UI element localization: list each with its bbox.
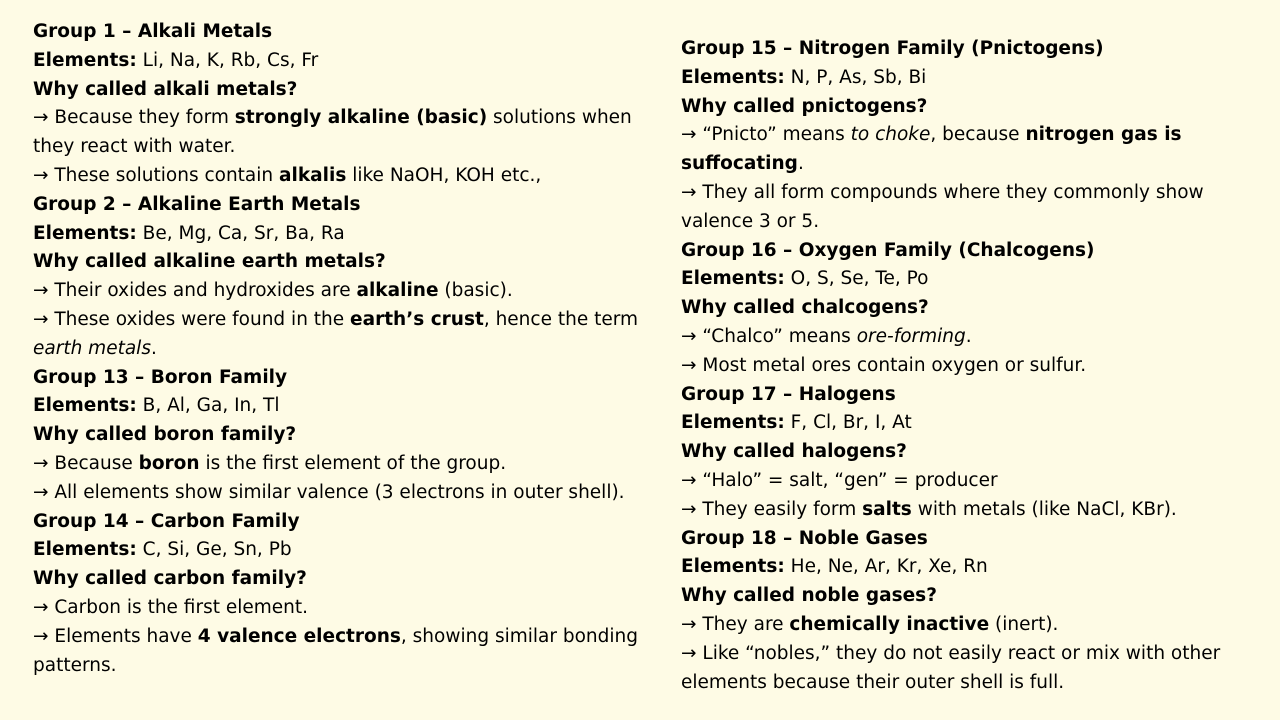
- section-question: Why called pnictogens?: [681, 95, 928, 117]
- explanation-point: [33, 623, 663, 681]
- section-question: Why called boron family?: [33, 424, 297, 446]
- italic-text: earth metals: [33, 337, 151, 359]
- text-run: , hence the term: [483, 308, 639, 330]
- section-group-14: [33, 508, 663, 681]
- section-title: Group 18 – Noble Gases: [681, 527, 928, 549]
- elements-label: Elements:: [33, 49, 137, 71]
- text-run: with metals (like NaCl, KBr).: [911, 498, 1177, 520]
- explanation-point: [33, 479, 663, 508]
- section-group-1: [33, 18, 663, 191]
- section-question: Why called alkaline earth metals?: [33, 251, 386, 273]
- text-run: .: [150, 337, 157, 359]
- explanation-point: [681, 179, 1266, 237]
- explanation-point: [33, 306, 663, 364]
- text-run: → They all form compounds where they commonly show valence 3 or 5.: [681, 181, 1204, 232]
- elements-label: Elements:: [681, 556, 785, 578]
- elements-label: Elements:: [681, 66, 785, 88]
- text-run: .: [797, 153, 804, 175]
- text-run: → Their oxides and hydroxides are: [33, 280, 357, 302]
- text-run: solutions when they react with water.: [33, 107, 632, 158]
- elements-list: N, P, As, Sb, Bi: [784, 66, 927, 88]
- explanation-point: [33, 277, 663, 306]
- section-group-18: [681, 525, 1266, 698]
- elements-line: [681, 265, 1266, 294]
- text-run: is the first element of the group.: [199, 452, 507, 474]
- text-run: → Because: [33, 452, 139, 474]
- text-run: → Elements have: [33, 625, 198, 647]
- text-run: .: [965, 325, 972, 347]
- text-run: → They easily form: [681, 498, 863, 520]
- section-question: Why called chalcogens?: [681, 297, 929, 319]
- elements-line: [33, 392, 663, 421]
- explanation-point: [681, 121, 1266, 179]
- bold-text: strongly alkaline (basic): [234, 107, 488, 129]
- text-run: → “Pnicto” means: [681, 124, 851, 146]
- explanation-point: [33, 450, 663, 479]
- elements-label: Elements:: [33, 222, 137, 244]
- elements-list: F, Cl, Br, I, At: [784, 412, 912, 434]
- bold-text: 4 valence electrons: [197, 625, 401, 647]
- text-run: (basic).: [438, 280, 513, 302]
- explanation-point: [681, 496, 1266, 525]
- text-run: → Like “nobles,” they do not easily react or mix with other elements because their outer shell is full.: [681, 642, 1221, 693]
- text-run: → All elements show similar valence (3 electrons in outer shell).: [33, 481, 625, 503]
- section-title: Group 14 – Carbon Family: [33, 510, 300, 532]
- explanation-point: [33, 594, 663, 623]
- section-group-17: [681, 381, 1266, 525]
- elements-list: B, Al, Ga, In, Tl: [136, 395, 280, 417]
- section-question: Why called carbon family?: [33, 568, 307, 590]
- elements-line: [681, 553, 1266, 582]
- elements-line: [33, 47, 663, 76]
- section-title: Group 16 – Oxygen Family (Chalcogens): [681, 239, 1095, 261]
- section-group-2: [33, 191, 663, 364]
- elements-label: Elements:: [33, 539, 137, 561]
- explanation-point: [33, 162, 663, 191]
- elements-list: Be, Mg, Ca, Sr, Ba, Ra: [136, 222, 345, 244]
- section-group-15: [681, 35, 1266, 237]
- section-title: Group 15 – Nitrogen Family (Pnictogens): [681, 38, 1104, 59]
- section-group-13: [33, 364, 663, 508]
- italic-text: ore-forming: [856, 325, 966, 347]
- text-run: → “Halo” = salt, “gen” = producer: [681, 469, 998, 491]
- section-title: Group 13 – Boron Family: [33, 366, 288, 388]
- text-run: , because: [930, 124, 1026, 146]
- elements-label: Elements:: [681, 268, 785, 290]
- explanation-point: [681, 323, 1266, 352]
- right-column: [681, 35, 1266, 697]
- explanation-point: [33, 104, 663, 162]
- bold-text: alkaline: [356, 280, 439, 302]
- text-run: → “Chalco” means: [681, 325, 857, 347]
- bold-text: alkalis: [279, 164, 347, 186]
- elements-line: [33, 220, 663, 249]
- bold-text: earth’s crust: [350, 308, 484, 330]
- text-run: → These solutions contain: [33, 164, 280, 186]
- elements-label: Elements:: [681, 412, 785, 434]
- explanation-point: [681, 640, 1266, 698]
- text-run: → Because they form: [33, 107, 235, 129]
- elements-line: [681, 409, 1266, 438]
- elements-list: O, S, Se, Te, Po: [784, 268, 929, 290]
- text-run: (inert).: [989, 613, 1059, 635]
- section-title: Group 2 – Alkaline Earth Metals: [33, 193, 361, 215]
- left-column: [33, 18, 663, 680]
- text-run: → These oxides were found in the: [33, 308, 351, 330]
- text-run: → Carbon is the first element.: [33, 596, 309, 618]
- bold-text: chemically inactive: [789, 613, 990, 635]
- elements-list: He, Ne, Ar, Kr, Xe, Rn: [784, 556, 988, 578]
- elements-line: [681, 64, 1266, 93]
- explanation-point: [681, 352, 1266, 381]
- text-run: , showing similar bonding patterns.: [33, 625, 639, 676]
- bold-text: nitrogen gas is suffocating: [681, 124, 1182, 175]
- explanation-point: [681, 611, 1266, 640]
- text-run: → They are: [681, 613, 790, 635]
- section-question: Why called alkali metals?: [33, 78, 298, 100]
- text-run: like NaOH, KOH etc.,: [346, 164, 542, 186]
- explanation-point: [681, 467, 1266, 496]
- bold-text: boron: [138, 452, 200, 474]
- section-question: Why called noble gases?: [681, 585, 937, 607]
- text-run: → Most metal ores contain oxygen or sulfur.: [681, 354, 1087, 376]
- elements-list: C, Si, Ge, Sn, Pb: [136, 539, 292, 561]
- bold-text: salts: [862, 498, 912, 520]
- section-question: Why called halogens?: [681, 441, 907, 463]
- elements-label: Elements:: [33, 395, 137, 417]
- section-title: Group 17 – Halogens: [681, 383, 896, 405]
- elements-line: [33, 536, 663, 565]
- italic-text: to choke: [850, 124, 931, 146]
- section-title: Group 1 – Alkali Metals: [33, 21, 273, 42]
- elements-list: Li, Na, K, Rb, Cs, Fr: [136, 49, 319, 71]
- section-group-16: [681, 237, 1266, 381]
